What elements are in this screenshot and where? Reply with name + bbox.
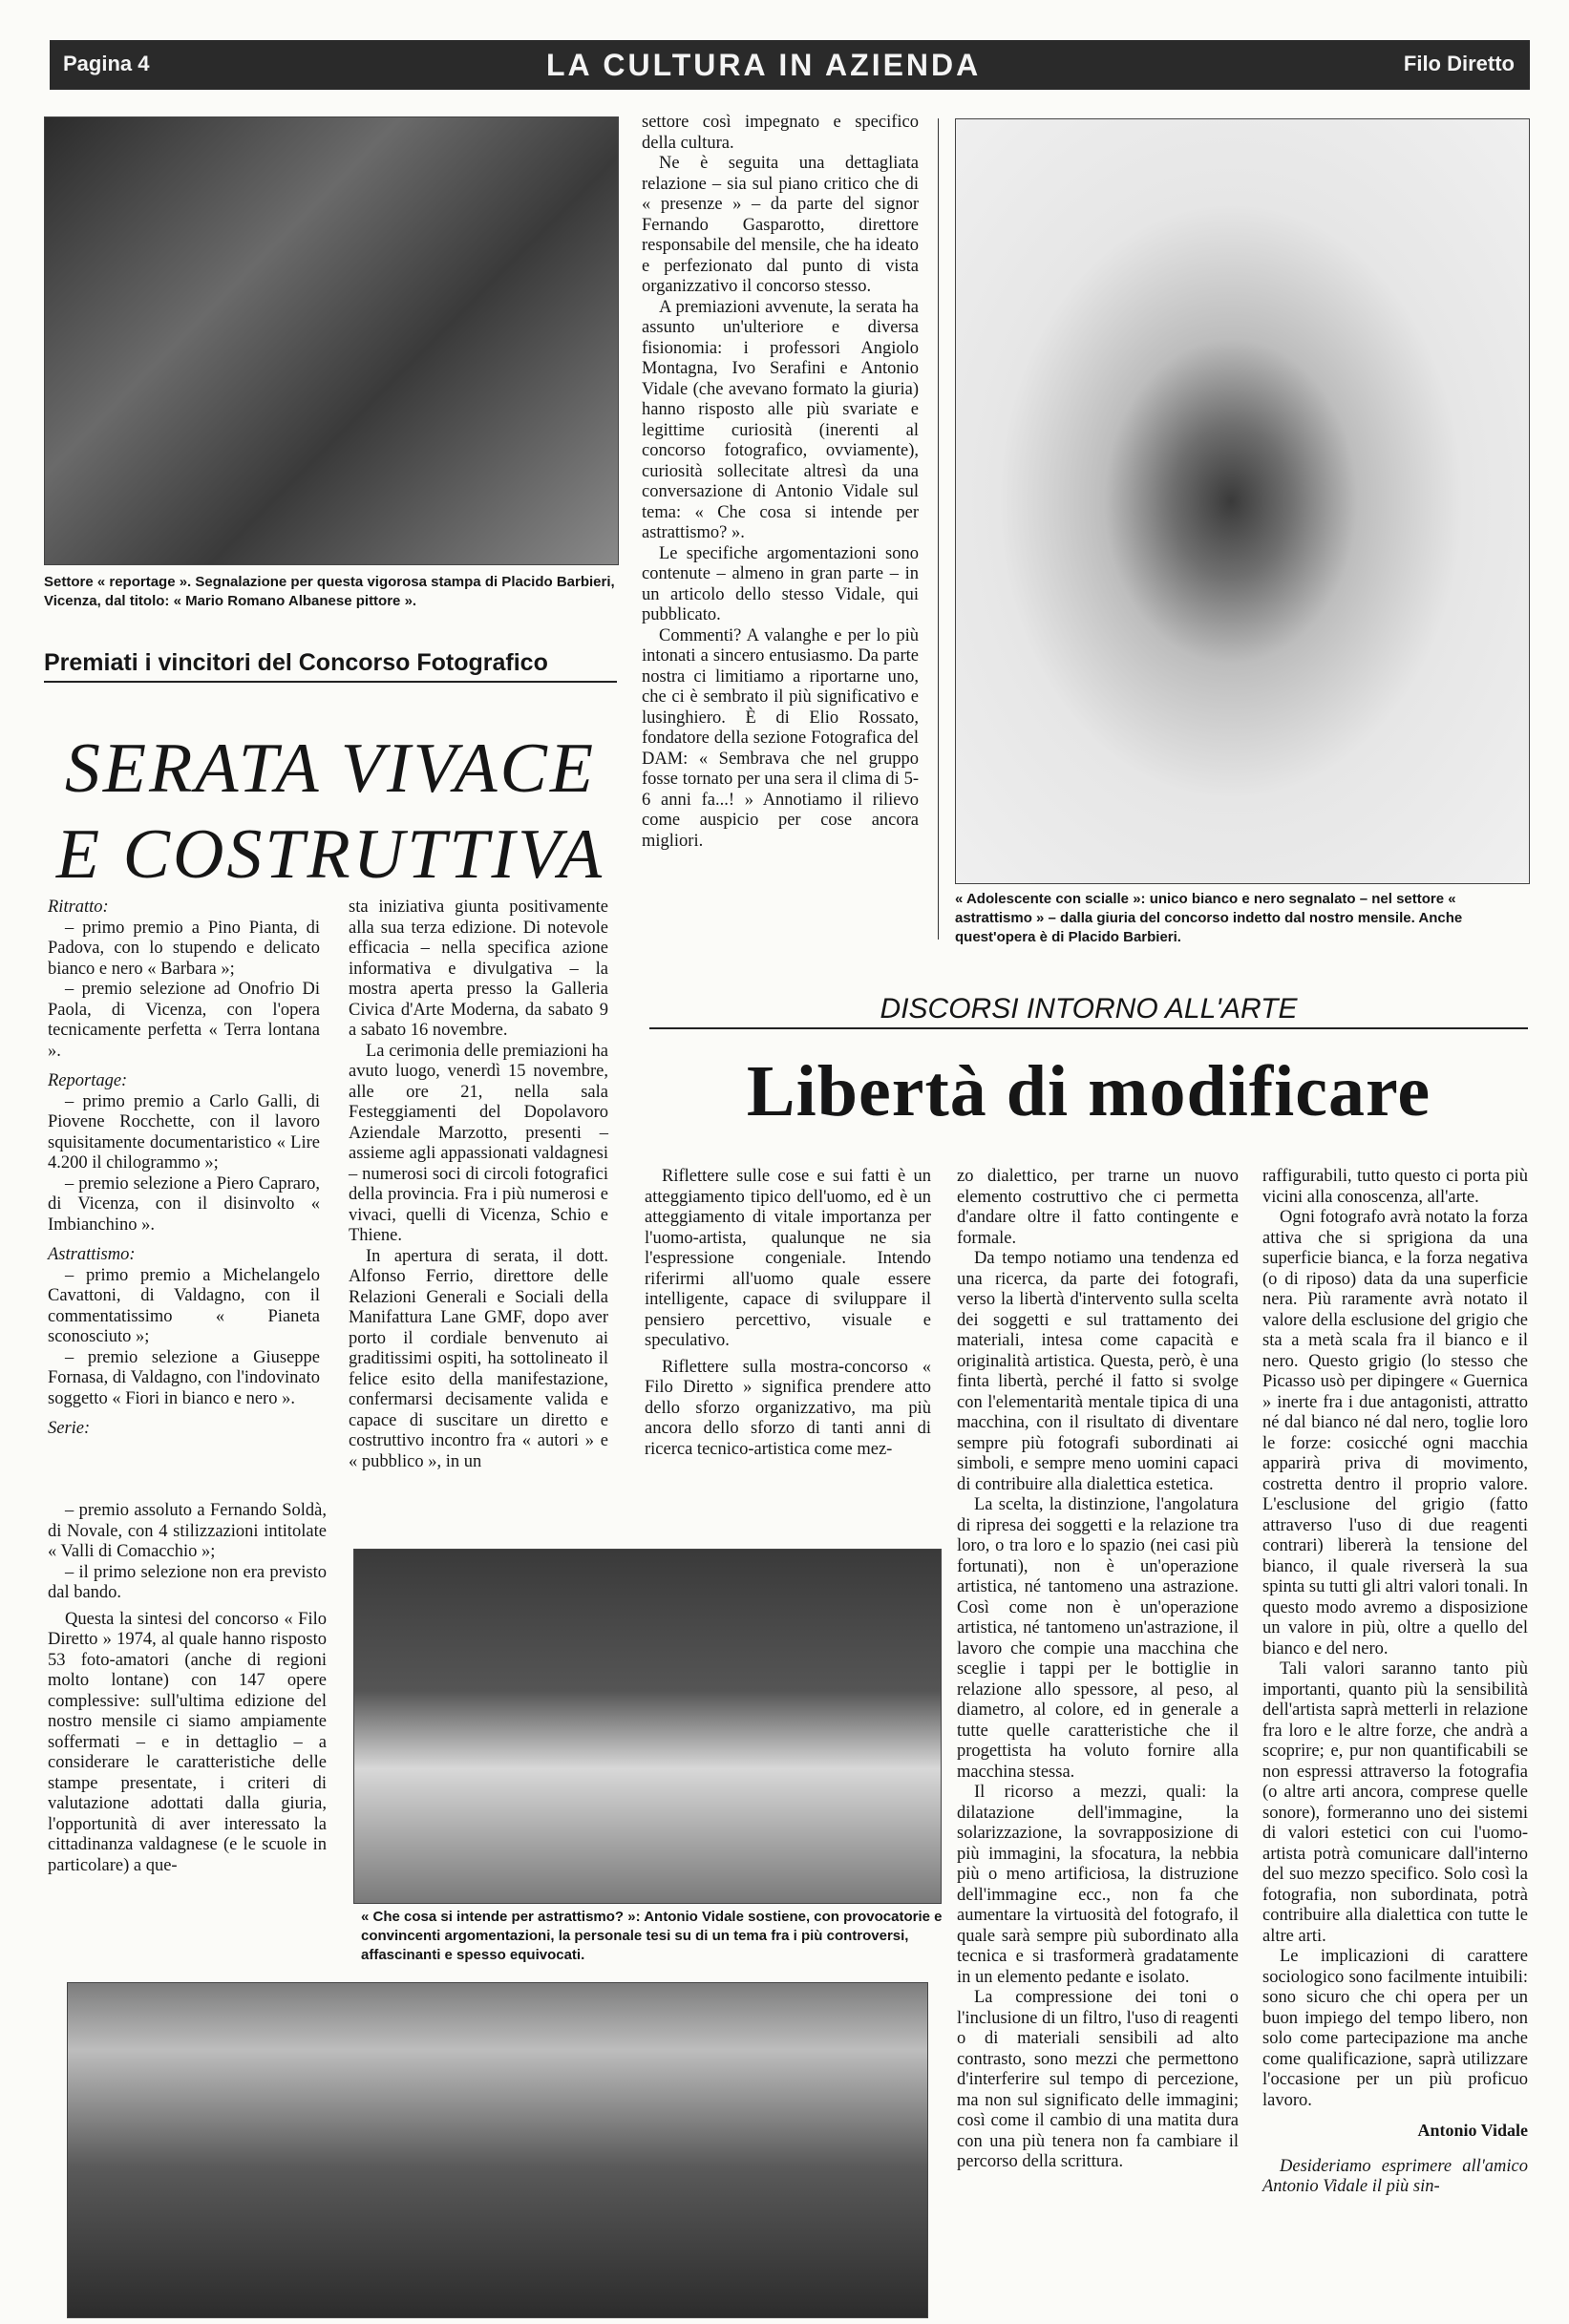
paragraph: settore così impegnato e specifico della cultura.	[642, 113, 919, 153]
photo-adolescente-caption: « Adolescente con scialle »: unico bianco e nero segnalato – nel settore « astrattismo » – dalla giuria del concorso indetto dal nostro mensile. Anche quest'opera è di Placido Barbieri.	[955, 891, 1463, 945]
paragraph: Commenti? A valanghe e per lo più intonati a sincero entusiasmo. Da parte nostra ci limitiamo a riportarne uno, che ci è sembrato il più significativo e lusinghiero. È di Elio Rossato, fondatore della sezione Fotografica del DAM: « Sembrava che nel gruppo fosse tornato per una sera il clima di 5-6 anni fa...! » Annotiamo il rilievo come auspicio per cose ancora migliori.	[642, 625, 919, 851]
article2-column-2	[957, 1167, 1239, 2173]
page-number: Pagina 4	[63, 52, 150, 75]
article2-column-3	[1262, 1167, 1528, 2198]
paragraph: La compressione dei toni o l'inclusione di un filtro, l'uso di reagenti o di materiali sensibili ad alto contrasto, sono mezzi che permettono d'interferire sul tempo di percezione, ma non sul significato delle immagini; così come il cambio di una matita dura con una più tenera non fa cambiare il percorso della scrittura.	[957, 1988, 1239, 2171]
photo-conferenza	[353, 1549, 942, 1904]
paragraph: In apertura di serata, il dott. Alfonso Ferrio, direttore delle Relazioni Generali e Sociali della Manifattura Lane GMF, dopo aver porto il cordiale benvenuto ai graditissimi ospiti, ha sottolineato il felice esito della manifestazione, confermarsi decisamente valida e capace di suscitare un diretto e costruttivo incontro fra « autori » e « pubblico », in un	[349, 1246, 608, 1471]
photo-reportage-caption: Settore « reportage ». Segnalazione per questa vigorosa stampa di Placido Barbieri, Vicenza, dal titolo: « Mario Romano Albanese pittore ».	[44, 574, 615, 609]
article2-kicker: DISCORSI INTORNO ALL'ARTE	[649, 993, 1528, 1029]
award-entry: – primo premio a Michelangelo Cavattoni, di Valdagno, con il commentatissimo « Pianeta sconosciuto »;	[48, 1265, 320, 1346]
paragraph: Il ricorso a mezzi, quali: la dilatazione dell'immagine, la solarizzazione, la sovrapposizione di più immagini, la sfocatura, la nebbia più o meno artificiosa, la distruzione dell'immagine ecc., non fa che aumentare la virtuosità del fotografo, il quale sarà sempre più subordinato alla tecnica e si trasformerà gradatamente in un elemento pedante e isolato.	[957, 1783, 1239, 1987]
paragraph: La scelta, la distinzione, l'angolatura di ripresa dei soggetti e la relazione tra loro, o tra loro e lo spazio (nei casi più fortunati), non è un'operazione artistica, né tantomeno una astrazione. Così come non è un'operazione artistica, né tantomeno un'astrazione, il lavoro che compie una macchina che sceglie i tappi per le bottiglie in relazione allo spessore, al peso, al diametro, al colore, ed in generale a tutte quelle caratteristiche che il progettista ha voluto fornire alla macchina stessa.	[957, 1495, 1239, 1782]
article1-headline	[44, 726, 617, 898]
article1-column-1	[48, 898, 320, 1440]
footnote: Desideriamo esprimere all'amico Antonio Vidale il più sin-	[1262, 2156, 1528, 2196]
article1-column-3	[642, 113, 919, 852]
paragraph: Ne è seguita una dettagliata relazione – sia sul piano critico che di « presenze » – da parte del signor Fernando Gasparotto, direttore responsabile del mensile, che ha ideato e perfezionato dal punto di vista organizzativo il concorso stesso.	[642, 154, 919, 296]
paragraph: zo dialettico, per trarne un nuovo elemento costruttivo che ci permetta d'andare oltre il fatto contingente e formale.	[957, 1167, 1239, 1248]
section-label: Ritratto:	[48, 898, 109, 917]
paragraph: Tali valori saranno tanto più importanti, quanto più la sensibilità dell'artista saprà metterli in relazione fra loro e le altre forze, che andrà a scoprire; e, pur non quantificabili se non espressi attraverso la fotografia (o altre arti ancora, comprese quelle sonore), formeranno uno dei sistemi di valori estetici con cui l'uomo-artista potrà comunicare dall'interno del suo mezzo specifico. Solo così la fotografia, non subordinata, potrà contribuire alla dialettica con tutte le altre arti.	[1262, 1659, 1528, 1946]
paragraph: – premio assoluto a Fernando Soldà, di Novale, con 4 stilizzazioni intitolate « Valli di Comacchio »;	[48, 1501, 327, 1561]
page-header	[50, 40, 1530, 90]
award-entry: – primo premio a Carlo Galli, di Piovene Rocchette, con il lavoro squisitamente documentaristico « Lire 4.200 il chilogrammo »;	[48, 1091, 320, 1173]
section-label: Serie:	[48, 1419, 91, 1438]
award-entry: – premio selezione ad Onofrio Di Paola, di Vicenza, con l'opera tecnicamente perfetta « Terra lontana ».	[48, 980, 320, 1061]
paragraph: Ogni fotografo avrà notato la forza attiva che si sprigiona da una superficie bianca, e la forza negativa (o di riposo) data da una superficie nera. Più raramente avrà notato il valore della esclusione del grigio che sta a metà scala fra il bianco e il nero. Questo grigio (lo stesso che Picasso usò per dipingere « Guernica » inerte fra i due antagonisti, attratto né dal bianco né dal nero, toglie loro le forze: cosicché ogni macchia apparirà priva di movimento, costretta dentro il proprio valore. L'esclusione del grigio (fatto attraverso l'uso di due reagenti contrari) libererà la tensione del bianco, il quale riverserà la sua spinta su tutti gli altri valori tonali. In questo modo avremo a disposizione un valore in più, oltre a quello del bianco e del nero.	[1262, 1208, 1528, 1658]
award-entry: – premio selezione a Piero Capraro, di Vicenza, con il disinvolto « Imbianchino ».	[48, 1173, 320, 1235]
article1-column-2	[349, 898, 608, 1472]
paragraph: raffigurabili, tutto questo ci porta più vicini alla conoscenza, all'arte.	[1262, 1167, 1528, 1207]
section-label: Astrattismo:	[48, 1245, 136, 1264]
section-title: LA CULTURA IN AZIENDA	[546, 48, 982, 82]
column-rule	[938, 118, 939, 940]
article2-column-1	[645, 1167, 931, 1460]
paragraph: sta iniziativa giunta positivamente alla sua terza edizione. Di notevole efficacia – nella specifica azione informativa e divulgativa – la mostra aperta presso la Galleria Civica d'Arte Moderna, da sabato 9 a sabato 16 novembre.	[349, 898, 608, 1040]
article1-column-1b	[48, 1501, 327, 1876]
paragraph: A premiazioni avvenute, la serata ha assunto un'ulteriore e diversa fisionomia: i professori Angiolo Montagna, Ivo Serafini e Antonio Vidale (che avevano formato la giuria) hanno risposto alle più svariate e legittime curiosità (inerenti al concorso fotografico, ovviamente), curiosità sollecitate altresì da una conversazione di Antonio Vidale sul tema: « Che cosa si intende per astrattismo? ».	[642, 297, 919, 542]
paragraph: Le specifiche argomentazioni sono contenute – almeno in gran parte – in un articolo dello stesso Vidale, qui pubblicato.	[642, 543, 919, 624]
photo-mostra	[67, 1982, 928, 2318]
article2-headline: Libertà di modificare	[746, 1051, 1431, 1131]
photo-reportage	[44, 116, 619, 565]
award-entry: – premio selezione a Giuseppe Fornasa, di Valdagno, con l'indovinato soggetto « Fiori in bianco e nero ».	[48, 1347, 320, 1408]
section-label: Reportage:	[48, 1071, 128, 1090]
photo-conferenza-caption: « Che cosa si intende per astrattismo? »: Antonio Vidale sostiene, con provocatorie e convincenti argomentazioni, la personale tesi su di un tema fra i più controversi, affascinanti e spesso equivocati.	[361, 1909, 943, 1963]
headline-line-1: SERATA VIVACE	[64, 729, 597, 808]
paragraph: Riflettere sulle cose e sui fatti è un atteggiamento tipico dell'uomo, ed è un atteggiamento di vitale importanza per l'uomo-artista, qualunque ne sia l'espressione congeniale. Intendo riferirmi all'uomo quale essere intelligente, capace di sviluppare il pensiero percettivo, visuale e speculativo.	[645, 1167, 931, 1350]
paragraph: Questa la sintesi del concorso « Filo Diretto » 1974, al quale hanno risposto 53 foto-amatori (anche di regioni molto lontane) con 147 opere complessive: sull'ultima edizione del nostro mensile ci siamo ampiamente soffermati – e in dettaglio – a considerare le caratteristiche delle stampe presentate, i criteri di valutazione adottati dalla giuria, l'opportunità di aver interessato la cittadinanza valdagnese (e le scuole in particolare) a que-	[48, 1609, 327, 1875]
paragraph: Riflettere sulla mostra-concorso « Filo Diretto » significa prendere atto dello sforzo organizzativo, ma più ancora dello sforzo di tanti anni di ricerca tecnico-artistica come mez-	[645, 1357, 931, 1459]
paragraph: Da tempo notiamo una tendenza ed una ricerca, da parte dei fotografi, verso la libertà d'intervento sulla scelta dei soggetti e sul trattamento dei materiali, intesa come capacità e originalità artistica. Questa, però, è una finta libertà, perché il fatto si svolge con l'elementarità mentale tipica di una macchina, con il risultato di diventare sempre più fotografi subordinati ai simboli, e sempre meno uomini capaci di contribuire alla dialettica estetica.	[957, 1249, 1239, 1494]
author-signature: Antonio Vidale	[1417, 2121, 1528, 2140]
article1-kicker: Premiati i vincitori del Concorso Fotografico	[44, 649, 617, 683]
paragraph: La cerimonia delle premiazioni ha avuto luogo, venerdì 15 novembre, alle ore 21, nella sala Festeggiamenti del Dopolavoro Aziendale Marzotto, presenti – assieme agli appassionati valdagnesi – numerosi soci di circoli fotografici della provincia. Fra i più numerosi e vivaci, quelli di Vicenza, Schio e Thiene.	[349, 1041, 608, 1245]
headline-line-2: E COSTRUTTIVA	[55, 815, 605, 894]
paragraph: – il primo selezione non era previsto dal bando.	[48, 1562, 327, 1602]
paragraph: Le implicazioni di carattere sociologico sono facilmente intuibili: sono sicuro che chi opera per un buon impiego del tempo libero, non solo come partecipazione ma anche come qualificazione, saprà utilizzare l'occasione per un più proficuo lavoro.	[1262, 1947, 1528, 2110]
publication-name: Filo Diretto	[1403, 52, 1515, 75]
photo-adolescente	[955, 118, 1530, 884]
award-entry: – primo premio a Pino Pianta, di Padova, con lo stupendo e delicato bianco e nero « Barbara »;	[48, 918, 320, 979]
